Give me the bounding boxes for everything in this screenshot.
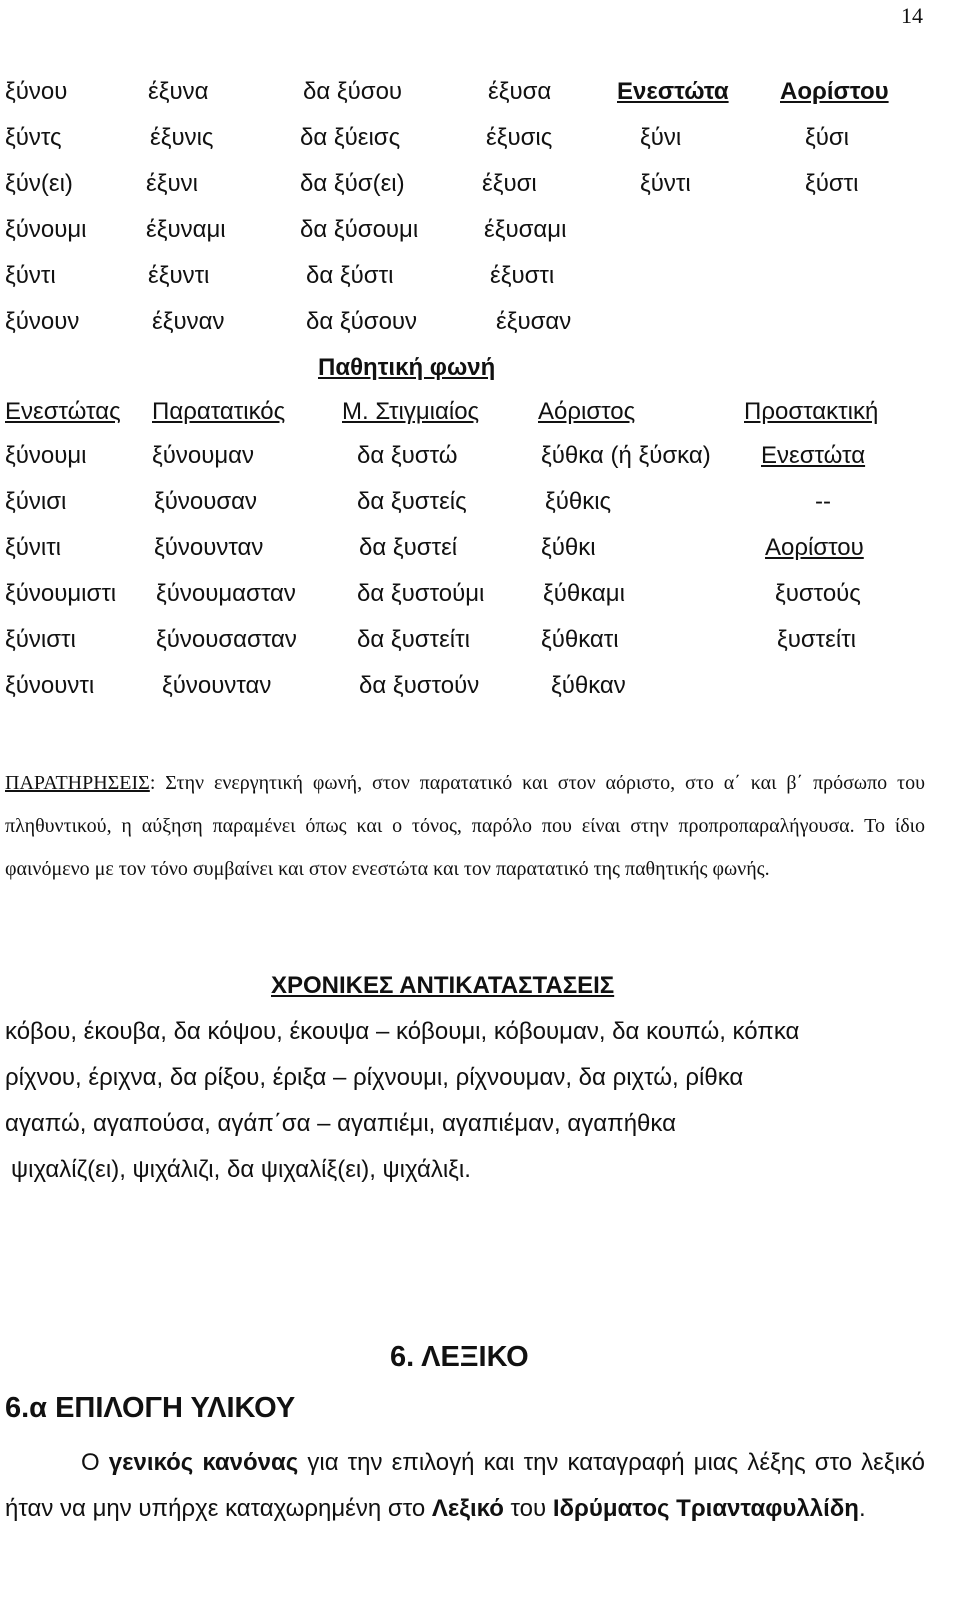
passive-cell: -- [815, 488, 831, 515]
subsection-title: 6.α ΕΠΙΛΟΓΗ ΥΛΙΚΟΥ [5, 1392, 296, 1424]
imperative-aorist-value: ξύστι [805, 170, 859, 197]
passive-cell: ξύνουμαν [152, 442, 255, 469]
active-cell: ξύντς [5, 124, 62, 151]
notes-label: ΠΑΡΑΤΗΡΗΣΕΙΣ [5, 772, 150, 794]
active-cell: δα ξύσ(ει) [300, 170, 405, 197]
substitution-line: ψιχαλίζ(ει), ψιχάλιζι, δα ψιχαλίξ(ει), ψιχάλιξι. [11, 1156, 471, 1183]
active-cell: ξύντι [5, 262, 56, 289]
passive-cell: δα ξυστούμι [357, 580, 485, 607]
passive-cell: ξύνουσαν [154, 488, 258, 515]
passive-cell: ξύνιστι [5, 626, 76, 653]
active-cell: ξύν(ει) [5, 170, 73, 197]
notes-text: : Στην ενεργητική φωνή, στον παρατατικό και στον αόριστο, στο α΄ και β΄ πρόσωπο του πληθυντικού, η αύξηση παραμένει όπως και ο τόνος, παρόλο που είναι στην προπροπαραλήγουσα. Το ίδιο φαινόμενο με τον τόνο συμβαίνει και στον ενεστώτα και τον παρατατικό της παθητικής φωνής. [5, 772, 925, 880]
active-cell: δα ξύεισς [300, 124, 401, 151]
active-cell: έξυσαμι [484, 216, 567, 243]
active-cell: δα ξύσουν [306, 308, 418, 335]
paragraph-text: του [503, 1495, 553, 1522]
passive-cell: ξύνουμι [5, 442, 87, 469]
passive-cell: ξύνουσασταν [156, 626, 297, 653]
paragraph-text: για την επιλογή και την καταγραφή μιας λέξης στο λεξικό ήταν να μην υπήρχε καταχωρημένη στο [5, 1449, 925, 1522]
active-cell: έξυντι [148, 262, 210, 289]
passive-cell: ξυστούς [775, 580, 861, 607]
active-cell: δα ξύσου [303, 78, 403, 105]
passive-cell: δα ξυστεί [359, 534, 458, 561]
passive-cell: ξύνουνταν [154, 534, 264, 561]
active-cell: έξυστι [490, 262, 555, 289]
paragraph-text: Ο [81, 1449, 109, 1476]
active-cell: έξυσι [482, 170, 537, 197]
active-cell: δα ξύστι [306, 262, 394, 289]
notes-paragraph [5, 762, 925, 891]
passive-cell: ξύνουμασταν [156, 580, 296, 607]
passive-cell: ξύνουντι [5, 672, 95, 699]
passive-cell: ξύθκι [541, 534, 596, 561]
passive-cell: ξύνιτι [5, 534, 62, 561]
paragraph-bold-term: γενικός κανόνας [108, 1449, 299, 1476]
active-cell: έξυναν [152, 308, 225, 335]
substitution-line: ρίχνου, έριχνα, δα ρίξου, έριξα – ρίχνουμι, ρίχνουμαν, δα ριχτώ, ρίθκα [5, 1064, 744, 1091]
imperative-present-header: Ενεστώτα [617, 78, 729, 105]
substitution-line: αγαπώ, αγαπούσα, αγάπ΄σα – αγαπιέμι, αγαπιέμαν, αγαπήθκα [5, 1110, 676, 1137]
section-paragraph [5, 1440, 925, 1532]
active-cell: δα ξύσουμι [300, 216, 419, 243]
passive-cell: ξύθκατι [541, 626, 619, 653]
passive-cell: ξύθκαν [551, 672, 626, 699]
passive-cell: ξύνισι [5, 488, 67, 515]
passive-cell: ξύνουμιστι [5, 580, 117, 607]
imperative-aorist-value: ξύσι [805, 124, 850, 151]
active-cell: έξυνι [146, 170, 198, 197]
active-cell: ξύνουν [5, 308, 80, 335]
passive-cell: δα ξυστείς [357, 488, 467, 515]
passive-cell: δα ξυστώ [357, 442, 458, 469]
active-cell: ξύνουμι [5, 216, 87, 243]
substitutions-title: ΧΡΟΝΙΚΕΣ ΑΝΤΙΚΑΤΑΣΤΑΣΕΙΣ [271, 972, 615, 999]
paragraph-bold-term: Ιδρύματος Τριανταφυλλίδη [552, 1495, 859, 1522]
active-cell: έξυσαν [496, 308, 572, 335]
passive-cell: ξύθκις [545, 488, 612, 515]
page-number: 14 [901, 3, 923, 28]
passive-header: Προστακτική [744, 398, 879, 425]
imperative-present-value: ξύντι [640, 170, 691, 197]
passive-header: Μ. Στιγμιαίος [342, 398, 480, 425]
imperative-present-value: ξύνι [640, 124, 682, 151]
active-cell: έξυσις [486, 124, 553, 151]
active-cell: έξυσα [488, 78, 552, 105]
passive-cell: δα ξυστείτι [357, 626, 470, 653]
passive-header: Αόριστος [538, 398, 636, 425]
passive-imperative-aorist-label: Αορίστου [765, 534, 864, 561]
imperative-aorist-header: Αορίστου [780, 78, 889, 105]
passive-cell: ξύθκαμι [543, 580, 625, 607]
passive-cell: ξύθκα (ή ξύσκα) [541, 442, 711, 469]
passive-cell: ξύνουνταν [162, 672, 272, 699]
active-cell: ξύνου [5, 78, 68, 105]
passive-voice-title: Παθητική φωνή [318, 354, 496, 381]
paragraph-bold-term: Λεξικό [431, 1495, 504, 1522]
passive-header: Ενεστώτας [5, 398, 121, 425]
passive-cell: ξυστείτι [777, 626, 857, 653]
active-cell: έξυνα [148, 78, 209, 105]
section-title: 6. ΛΕΞΙΚΟ [390, 1341, 529, 1373]
passive-imperative-present-label: Ενεστώτα [761, 442, 866, 469]
active-cell: έξυναμι [146, 216, 226, 243]
passive-cell: δα ξυστούν [359, 672, 480, 699]
passive-header: Παρατατικός [152, 398, 286, 425]
substitution-line: κόβου, έκουβα, δα κόψου, έκουψα – κόβουμι, κόβουμαν, δα κουπώ, κόπκα [5, 1018, 800, 1045]
paragraph-text: . [858, 1495, 866, 1522]
active-cell: έξυνις [150, 124, 214, 151]
